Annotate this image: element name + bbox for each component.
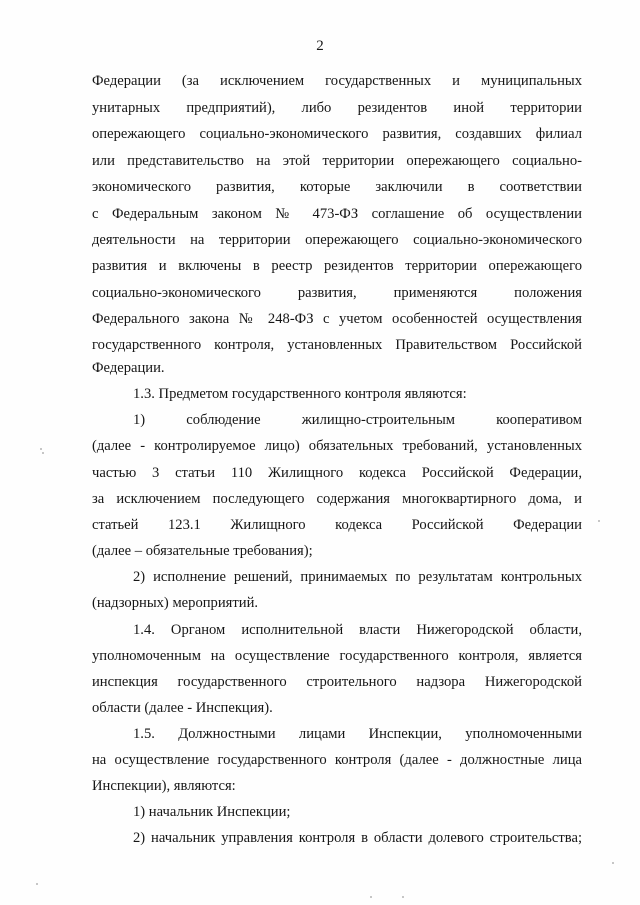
text-line: Федерации (за исключением государственных и муниципальных bbox=[92, 73, 582, 89]
text-line: (далее – обязательные требования); bbox=[92, 543, 313, 559]
scan-speck bbox=[612, 862, 614, 864]
scan-speck bbox=[42, 452, 44, 454]
text-line: развития и включены в реестр резидентов территории опережающего bbox=[92, 258, 582, 274]
list-item-line: 1) соблюдение жилищно-строительным кооперативом bbox=[133, 412, 582, 428]
text-line: унитарных предприятий), либо резидентов иной территории bbox=[92, 100, 582, 116]
scan-speck bbox=[40, 448, 42, 450]
text-line: Инспекции), являются: bbox=[92, 778, 236, 794]
text-line: опережающего социально-экономического развития, создавших филиал bbox=[92, 126, 582, 142]
text-line: или представительство на этой территории опережающего социально- bbox=[92, 153, 582, 169]
list-item-line: 2) начальник управления контроля в области долевого строительства; bbox=[133, 830, 582, 846]
text-line: деятельности на территории опережающего социально-экономического bbox=[92, 232, 582, 248]
list-item-line: 2) исполнение решений, принимаемых по результатам контрольных bbox=[133, 569, 582, 585]
scan-speck bbox=[598, 520, 600, 522]
text-line: статьей 123.1 Жилищного кодекса Российской Федерации bbox=[92, 517, 582, 533]
section-heading: 1.3. Предметом государственного контроля являются: bbox=[133, 386, 467, 402]
text-line: государственного контроля, установленных Правительством Российской bbox=[92, 337, 582, 353]
text-line: за исключением последующего содержания многоквартирного дома, и bbox=[92, 491, 582, 507]
scan-speck bbox=[370, 896, 372, 898]
text-line: на осуществление государственного контроля (далее - должностные лица bbox=[92, 752, 582, 768]
scan-speck bbox=[402, 896, 404, 898]
text-line: уполномоченным на осуществление государственного контроля, является bbox=[92, 648, 582, 664]
text-line: экономического развития, которые заключили в соответствии bbox=[92, 179, 582, 195]
list-item-line: 1) начальник Инспекции; bbox=[133, 804, 291, 820]
text-line: (надзорных) мероприятий. bbox=[92, 595, 259, 611]
page-number: 2 bbox=[316, 38, 324, 54]
text-line: инспекция государственного строительного надзора Нижегородской bbox=[92, 674, 582, 690]
text-line: частью 3 статьи 110 Жилищного кодекса Российской Федерации, bbox=[92, 465, 582, 481]
text-line: с Федеральным законом № 473-ФЗ соглашение об осуществлении bbox=[92, 206, 582, 222]
scan-speck bbox=[36, 883, 38, 885]
section-line: 1.4. Органом исполнительной власти Нижегородской области, bbox=[133, 622, 582, 638]
text-line: социально-экономического развития, применяются положения bbox=[92, 285, 582, 301]
text-line: области (далее - Инспекция). bbox=[92, 700, 273, 716]
section-line: 1.5. Должностными лицами Инспекции, уполномоченными bbox=[133, 726, 582, 742]
text-line: Федерации. bbox=[92, 360, 165, 376]
text-line: Федерального закона № 248-ФЗ с учетом особенностей осуществления bbox=[92, 311, 582, 327]
text-line: (далее - контролируемое лицо) обязательных требований, установленных bbox=[92, 438, 582, 454]
